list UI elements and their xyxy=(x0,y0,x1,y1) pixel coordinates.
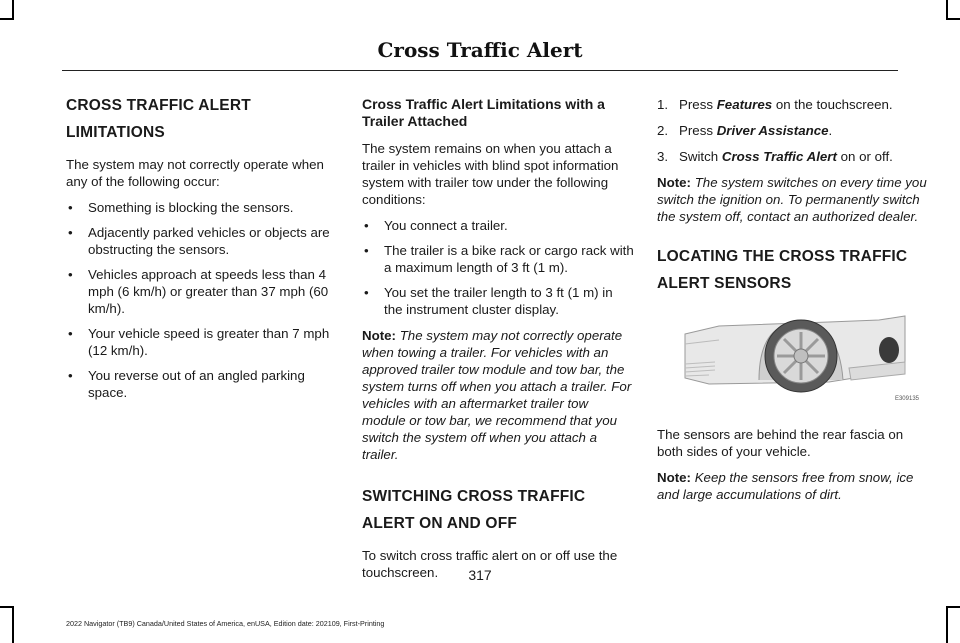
list-item: • You connect a trailer. xyxy=(362,217,634,234)
list-item: • Vehicles approach at speeds less than 4 mph (6 km/h) or greater than 37 mph (60 km/h). xyxy=(66,266,338,317)
list-item: • Something is blocking the sensors. xyxy=(66,199,338,216)
ignition-note: Note: The system switches on every time you switch the ignition on. To permanently switch the system off, contact an authorized dealer. xyxy=(657,175,927,224)
list-item: • Adjacently parked vehicles or objects are obstructing the sensors. xyxy=(66,224,338,258)
trailer-intro: The system remains on when you attach a trailer in vehicles with blind spot information system with trailer tow under the following conditions: xyxy=(362,141,619,207)
step-item: 3. Switch Cross Traffic Alert on or off. xyxy=(657,149,893,164)
limitations-list xyxy=(66,199,338,401)
crop-mark-bottom-right-h xyxy=(946,606,960,608)
step-item: 1. Press Features on the touchscreen. xyxy=(657,97,893,112)
switching-paragraph: To switch cross traffic alert on or off use the touchscreen. xyxy=(362,548,618,580)
switch-steps-list xyxy=(657,96,929,165)
crop-mark-bottom-right-v xyxy=(946,606,948,643)
page-number: 317 xyxy=(468,567,492,583)
crop-mark-bottom-left-h xyxy=(0,606,14,608)
section-heading-locating-sensors: LOCATING THE CROSS TRAFFIC ALERT SENSORS xyxy=(657,248,908,292)
footer-edition: 2022 Navigator (TB9) Canada/United States of America, enUSA, Edition date: 202109, First-Printing xyxy=(66,619,385,628)
sensor-location-paragraph: The sensors are behind the rear fascia on both sides of your vehicle. xyxy=(657,427,904,459)
section-heading-limitations: CROSS TRAFFIC ALERT LIMITATIONS xyxy=(66,97,251,141)
limitations-intro: The system may not correctly operate when any of the following occur: xyxy=(66,157,324,189)
header-rule xyxy=(62,70,898,71)
list-item: • You set the trailer length to 3 ft (1 m) in the instrument cluster display. xyxy=(362,284,634,318)
figure-code: E309135 xyxy=(894,396,919,402)
list-item: • Your vehicle speed is greater than 7 mph (12 km/h). xyxy=(66,325,338,359)
trailer-note: Note: The system may not correctly operate when towing a trailer. For vehicles with an approved trailer tow module and tow bar, the system turns off when you attach a trailer. For vehicles with an aftermarket trailer tow module or tow bar, we recommend that you switch the system off when you attach a trailer. xyxy=(362,328,632,462)
ui-label-cross-traffic-alert: Cross Traffic Alert xyxy=(721,149,837,164)
list-item: • The trailer is a bike rack or cargo rack with a maximum length of 3 ft (1 m). xyxy=(362,242,634,276)
page-header-title: Cross Traffic Alert xyxy=(377,38,583,62)
rear-wheel-illustration xyxy=(679,304,911,396)
trailer-conditions-list xyxy=(362,217,634,318)
crop-mark-top-left-h xyxy=(0,18,14,20)
section-heading-switching: SWITCHING CROSS TRAFFIC ALERT ON AND OFF xyxy=(362,488,586,532)
column-right xyxy=(657,96,929,512)
crop-mark-bottom-left-v xyxy=(12,606,14,643)
crop-mark-top-left-v xyxy=(12,0,14,20)
crop-mark-top-right-h xyxy=(946,18,960,20)
step-item: 2. Press Driver Assistance. xyxy=(657,123,833,138)
ui-label-features: Features xyxy=(716,97,773,112)
ui-label-driver-assistance: Driver Assistance xyxy=(716,123,829,138)
subheading-trailer-limitations: Cross Traffic Alert Limitations with a Trailer Attached xyxy=(362,96,605,129)
sensor-note: Note: Keep the sensors free from snow, ice and large accumulations of dirt. xyxy=(657,470,914,502)
rear-sensor-figure xyxy=(679,304,919,402)
crop-mark-top-right-v xyxy=(946,0,948,20)
column-left xyxy=(66,96,338,410)
column-middle xyxy=(362,96,634,590)
list-item: • You reverse out of an angled parking space. xyxy=(66,367,338,401)
